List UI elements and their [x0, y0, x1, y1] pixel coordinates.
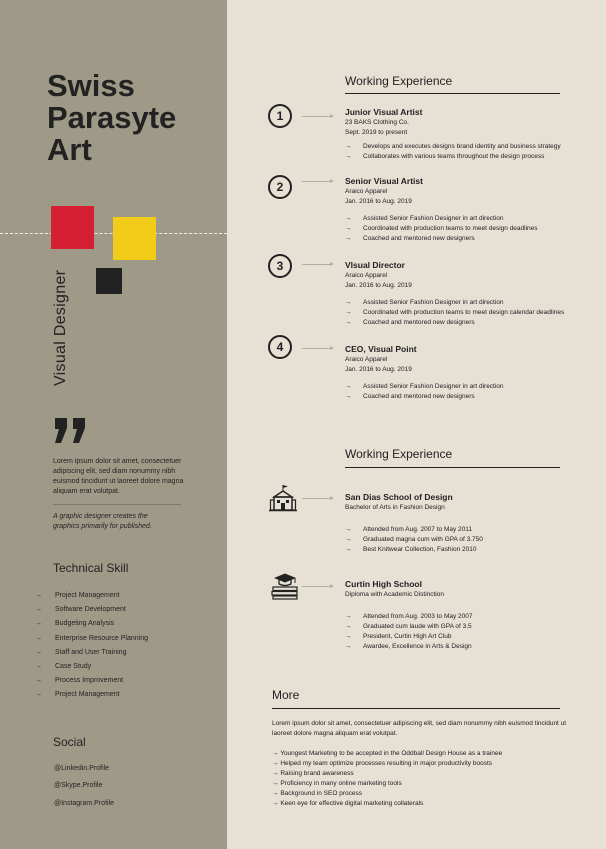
arrow-icon: → — [35, 648, 42, 656]
arrow-icon: → — [35, 634, 42, 642]
arrow-icon: → — [35, 620, 42, 628]
job-entry — [345, 107, 595, 162]
job-company: Araico Apparel — [345, 356, 388, 363]
list-item: → Coached and mentored new designers — [345, 393, 475, 400]
job-period: Jan. 2016 to Aug. 2019 — [345, 197, 412, 205]
list-item: → Process Improvement — [35, 674, 148, 688]
arrow-icon: → — [345, 299, 352, 306]
list-item: → Software Development — [35, 603, 148, 617]
quote-icon — [53, 418, 89, 444]
school-building-icon — [269, 484, 297, 512]
arrow-icon: → — [35, 677, 42, 685]
list-item: → Raising brand awareness — [272, 770, 354, 777]
more-list — [272, 749, 502, 809]
more-underline — [272, 708, 560, 709]
arrow-icon: → — [345, 225, 352, 232]
social-link[interactable]: @Instagram.Profile — [54, 799, 115, 807]
job-company: Araico Apparel — [345, 188, 388, 195]
list-item: → Assisted Senior Fashion Designer in art direction — [345, 383, 504, 390]
sidebar-separator — [53, 504, 181, 505]
tagline: A graphic designer creates the graphics primarily for published. — [53, 513, 152, 530]
arrow-icon: → — [272, 800, 279, 807]
arrow-icon: → — [345, 545, 352, 553]
list-item: → Enterprise Resource Planning — [35, 632, 148, 646]
social-list — [54, 764, 114, 816]
arrow-icon: → — [345, 319, 352, 326]
skills-heading: Technical Skill — [53, 561, 129, 575]
degree: Diploma with Academic Distinction — [345, 591, 444, 598]
profile-name — [47, 70, 176, 166]
red-square-decoration — [51, 206, 94, 249]
list-item: → Collaborates with various teams throughout the design process — [345, 153, 545, 160]
job-number-badge: 4 — [268, 335, 292, 359]
arrow-icon: → — [345, 642, 352, 650]
job-company: 23 BAKS Clothing Co. — [345, 119, 409, 126]
list-item: → Project Management — [35, 688, 148, 702]
list-item: → Case Study — [35, 660, 148, 674]
experience-heading: Working Experience — [345, 74, 453, 88]
arrow-icon: → — [272, 790, 279, 797]
job-title: Senior Visual Artist — [345, 176, 423, 186]
social-link[interactable]: @Skype.Profile — [54, 782, 103, 790]
connector-arrow — [302, 348, 332, 349]
arrow-icon: → — [272, 750, 279, 757]
education-heading: Working Experience — [345, 447, 453, 461]
connector-arrow — [302, 498, 332, 499]
yellow-square-decoration — [113, 217, 156, 260]
list-item: → Graduated magna cum with GPA of 3.750 — [345, 535, 483, 543]
black-square-decoration — [96, 268, 122, 294]
job-bullets — [345, 214, 595, 244]
arrow-icon: → — [272, 780, 279, 787]
sidebar — [0, 0, 227, 849]
arrow-icon: → — [345, 525, 352, 533]
connector-arrow — [302, 586, 332, 587]
job-company: Araico Apparel — [345, 272, 388, 279]
about-text: Lorem ipsum dolor sit amet, consectetuer adipiscing elit, sed diam nonummy nibh euismod tincidunt ut laoreet dolore magna aliquam erat volutpat. — [53, 458, 184, 495]
list-item: → Project Management — [35, 589, 148, 603]
list-item: → Background in SEO process — [272, 790, 362, 797]
list-item: → Youngest Marketing to be accepted in the Oddball Design House as a trainee — [272, 750, 503, 757]
experience-underline — [345, 93, 560, 94]
job-entry — [345, 176, 595, 244]
social-heading: Social — [53, 735, 86, 749]
list-item: → Coordinated with production teams to meet design deadlines — [345, 225, 538, 232]
education-bullets — [345, 525, 595, 555]
school-name: San Dias School of Design — [345, 492, 453, 502]
list-item: → President, Curtin High Art Club — [345, 632, 452, 640]
education-bullets — [345, 612, 595, 652]
arrow-icon: → — [345, 235, 352, 242]
more-text: Lorem ipsum dolor sit amet, consectetuer adipiscing elit, sed diam nonummy nibh euismod tincidunt ut laoreet dolore magna aliquam erat volutpat. — [272, 720, 567, 737]
arrow-icon: → — [35, 691, 42, 699]
role-title: Visual Designer — [52, 269, 69, 386]
list-item: → Coached and mentored new designers — [345, 235, 475, 242]
list-item: → Graduated cum laude with GPA of 3.5 — [345, 622, 472, 630]
arrow-icon: → — [345, 612, 352, 620]
degree: Bachelor of Arts in Fashion Design — [345, 504, 445, 511]
list-item: → Best Knitwear Collection, Fashion 2010 — [345, 545, 477, 553]
list-item: → Attended from Aug. 2003 to May 2007 — [345, 612, 473, 620]
arrow-icon: → — [345, 383, 352, 390]
list-item: → Attended from Aug. 2007 to May 2011 — [345, 525, 473, 533]
name-line-3: Art — [47, 132, 92, 167]
arrow-icon: → — [35, 606, 42, 614]
arrow-icon: → — [272, 760, 279, 767]
job-number-badge: 3 — [268, 254, 292, 278]
social-link[interactable]: @Linkedin.Profile — [54, 765, 109, 772]
education-entry — [345, 492, 595, 555]
arrow-icon: → — [35, 592, 42, 599]
list-item: → Assisted Senior Fashion Designer in art direction — [345, 299, 504, 306]
job-bullets — [345, 142, 595, 162]
education-underline — [345, 467, 560, 468]
list-item: → Keen eye for effective digital marketing collaterals — [272, 800, 424, 807]
arrow-icon: → — [345, 535, 352, 543]
name-line-2: Parasyte — [47, 100, 177, 135]
job-bullets — [345, 382, 595, 402]
job-title: CEO, Visual Point — [345, 344, 417, 354]
list-item: → Proficiency in many online marketing tools — [272, 780, 402, 787]
list-item: → Coordinated with production teams to meet design calendar deadlines — [345, 309, 565, 316]
connector-arrow — [302, 116, 332, 117]
skills-list — [35, 589, 148, 703]
job-title: VIsual Director — [345, 260, 405, 270]
job-entry — [345, 260, 595, 328]
list-item: → Coached and mentored new designers — [345, 319, 475, 326]
connector-arrow — [302, 264, 332, 265]
job-entry — [345, 344, 595, 402]
list-item: → Budgeting Analysis — [35, 617, 148, 631]
name-line-1: Swiss — [47, 68, 135, 103]
arrow-icon: → — [272, 770, 279, 777]
arrow-icon: → — [345, 143, 352, 150]
list-item: → Develops and executes designs brand identity and business strategy — [345, 143, 561, 150]
arrow-icon: → — [345, 632, 352, 640]
school-name: Curtin High School — [345, 579, 422, 589]
connector-arrow — [302, 181, 332, 182]
job-bullets — [345, 298, 595, 328]
list-item: → Awardee, Excellence in Arts & Design — [345, 642, 472, 650]
job-period: Sept. 2019 to present — [345, 128, 408, 136]
job-number-badge: 1 — [268, 104, 292, 128]
list-item: → Assisted Senior Fashion Designer in art direction — [345, 215, 504, 222]
arrow-icon: → — [345, 393, 352, 400]
arrow-icon: → — [345, 309, 352, 316]
job-title: Junior Visual Artist — [345, 107, 423, 117]
job-period: Jan. 2016 to Aug. 2019 — [345, 365, 412, 373]
list-item: → Staff and User Training — [35, 646, 148, 660]
education-entry — [345, 579, 595, 652]
job-period: Jan. 2016 to Aug. 2019 — [345, 281, 412, 289]
graduation-cap-books-icon — [271, 572, 299, 600]
arrow-icon: → — [345, 215, 352, 222]
job-number-badge: 2 — [268, 175, 292, 199]
more-heading: More — [272, 688, 300, 702]
arrow-icon: → — [345, 622, 352, 630]
arrow-icon: → — [345, 153, 352, 160]
arrow-icon: → — [35, 662, 42, 670]
list-item: → Helped my team optimize processes resulting in major productivity boosts — [272, 760, 493, 767]
